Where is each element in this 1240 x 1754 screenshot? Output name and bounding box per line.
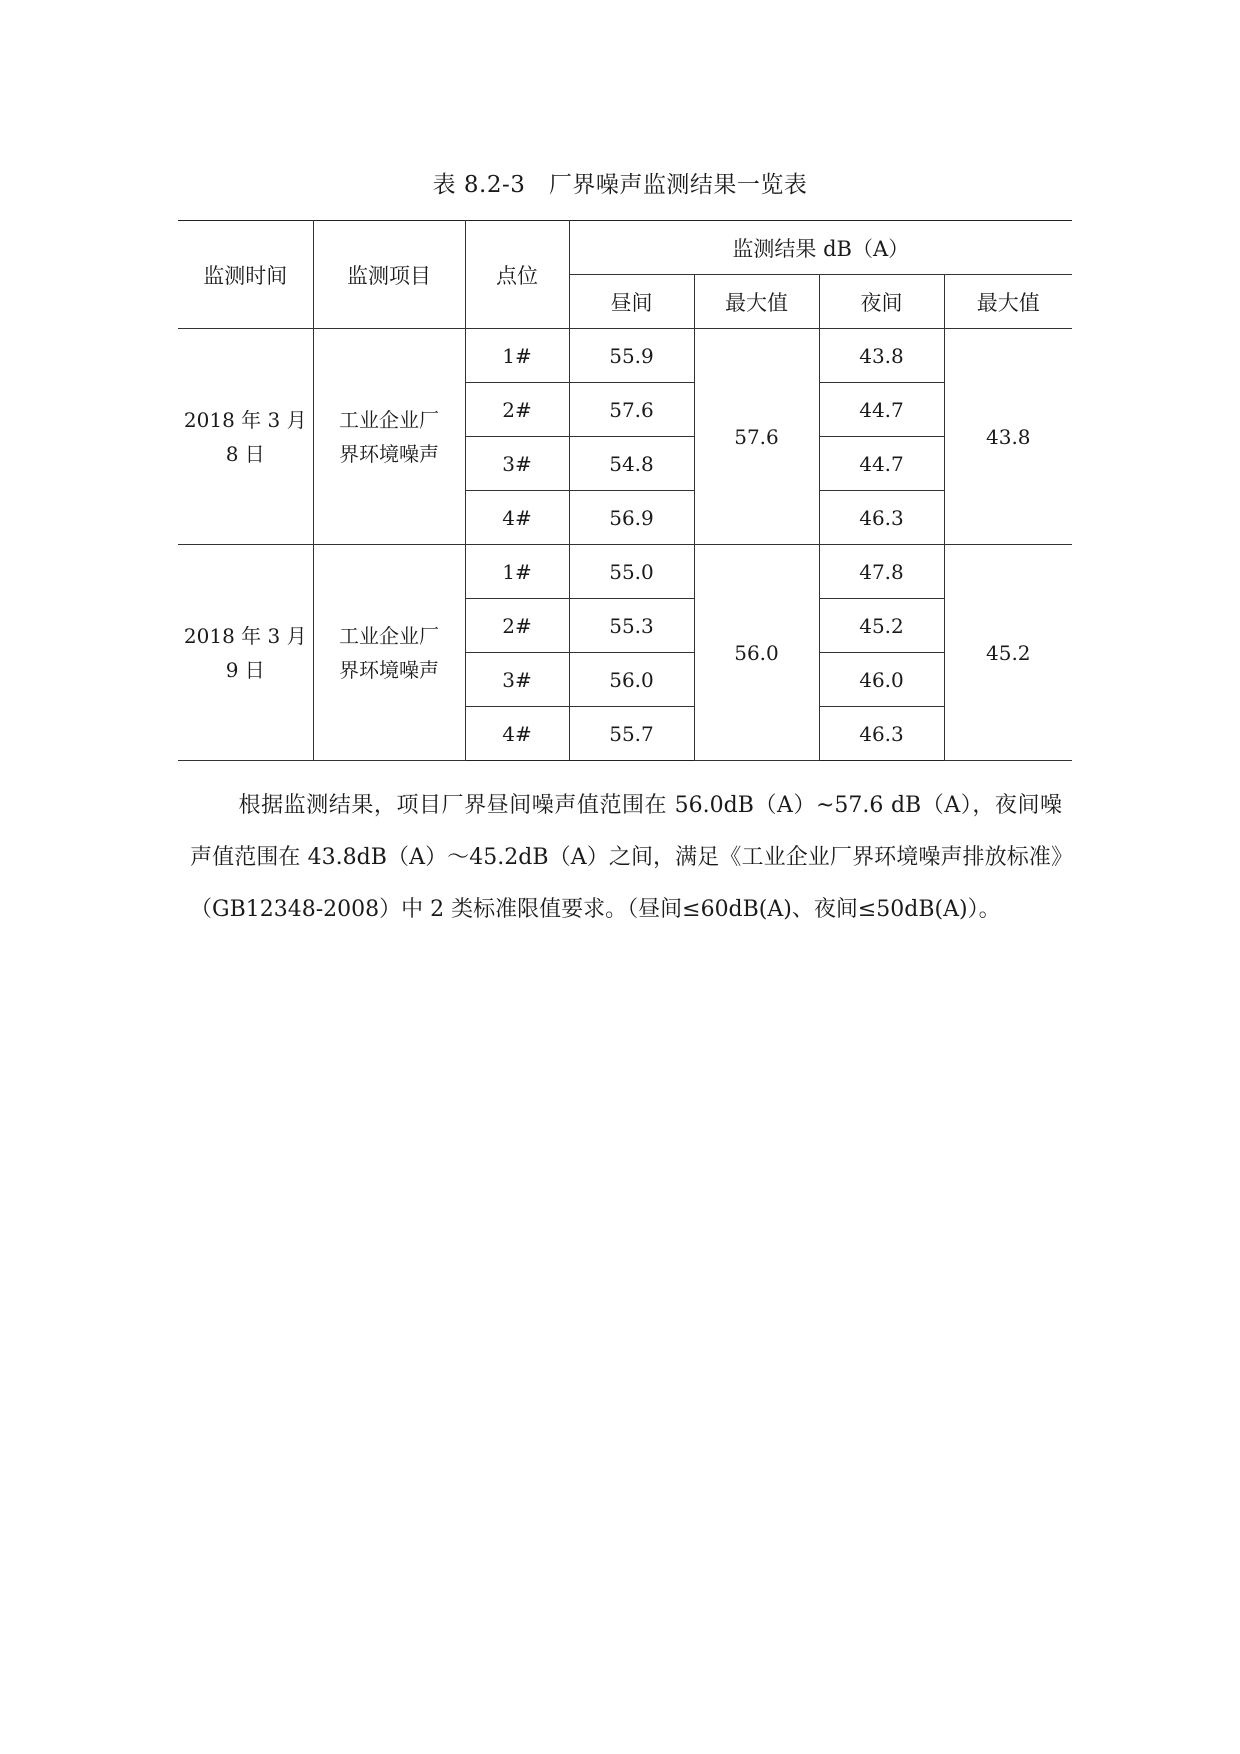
monitoring-item bbox=[313, 329, 465, 545]
point-cell: 3# bbox=[465, 437, 569, 491]
night-value-cell: 44.7 bbox=[819, 383, 944, 437]
point-cell: 3# bbox=[465, 653, 569, 707]
date-line: 2018 年 3 月 bbox=[183, 623, 307, 648]
point-cell: 1# bbox=[465, 545, 569, 599]
day-value-cell: 54.8 bbox=[569, 437, 694, 491]
night-value-cell: 46.3 bbox=[819, 707, 944, 761]
day-value-cell: 57.6 bbox=[569, 383, 694, 437]
day-value-cell: 55.9 bbox=[569, 329, 694, 383]
table-caption: 表 8.2-3 厂界噪声监测结果一览表 bbox=[432, 172, 808, 198]
table-row bbox=[178, 545, 1072, 599]
day-value-cell: 56.9 bbox=[569, 491, 694, 545]
item-line: 界环境噪声 bbox=[339, 657, 439, 682]
night-max-cell: 43.8 bbox=[944, 329, 1072, 545]
header-item: 监测项目 bbox=[313, 221, 465, 329]
night-value-cell: 46.3 bbox=[819, 491, 944, 545]
noise-results-table bbox=[178, 220, 1072, 761]
header-night: 夜间 bbox=[819, 275, 944, 329]
day-value-cell: 56.0 bbox=[569, 653, 694, 707]
item-line: 工业企业厂 bbox=[339, 623, 439, 648]
monitoring-date bbox=[178, 329, 313, 545]
item-line: 工业企业厂 bbox=[339, 407, 439, 432]
date-line: 2018 年 3 月 bbox=[183, 407, 307, 432]
day-value-cell: 55.0 bbox=[569, 545, 694, 599]
point-cell: 4# bbox=[465, 707, 569, 761]
header-time: 监测时间 bbox=[178, 221, 313, 329]
table-row bbox=[178, 329, 1072, 383]
header-day: 昼间 bbox=[569, 275, 694, 329]
item-line: 界环境噪声 bbox=[339, 441, 439, 466]
night-value-cell: 45.2 bbox=[819, 599, 944, 653]
monitoring-date bbox=[178, 545, 313, 761]
monitoring-item bbox=[313, 545, 465, 761]
night-value-cell: 43.8 bbox=[819, 329, 944, 383]
night-value-cell: 47.8 bbox=[819, 545, 944, 599]
night-value-cell: 44.7 bbox=[819, 437, 944, 491]
day-value-cell: 55.3 bbox=[569, 599, 694, 653]
header-point: 点位 bbox=[465, 221, 569, 329]
date-line: 9 日 bbox=[225, 657, 265, 682]
header-result-group: 监测结果 dB（A） bbox=[569, 221, 1072, 275]
point-cell: 1# bbox=[465, 329, 569, 383]
header-day-max: 最大值 bbox=[694, 275, 819, 329]
point-cell: 4# bbox=[465, 491, 569, 545]
day-max-cell: 57.6 bbox=[694, 329, 819, 545]
point-cell: 2# bbox=[465, 383, 569, 437]
date-line: 8 日 bbox=[225, 441, 265, 466]
point-cell: 2# bbox=[465, 599, 569, 653]
conclusion-text: 根据监测结果，项目厂界昼间噪声值范围在 56.0dB（A）~57.6 dB（A），夜间噪声值范围在 43.8dB（A）～45.2dB（A）之间，满足《工业企业厂界环境噪声排放标准》（GB12348-2008）中 2 类标准限值要求。（昼间≤60dB(A)、夜间≤50dB(A)）。 bbox=[190, 793, 1062, 922]
header-night-max: 最大值 bbox=[944, 275, 1072, 329]
day-value-cell: 55.7 bbox=[569, 707, 694, 761]
day-max-cell: 56.0 bbox=[694, 545, 819, 761]
conclusion-paragraph bbox=[190, 780, 1062, 936]
night-value-cell: 46.0 bbox=[819, 653, 944, 707]
night-max-cell: 45.2 bbox=[944, 545, 1072, 761]
